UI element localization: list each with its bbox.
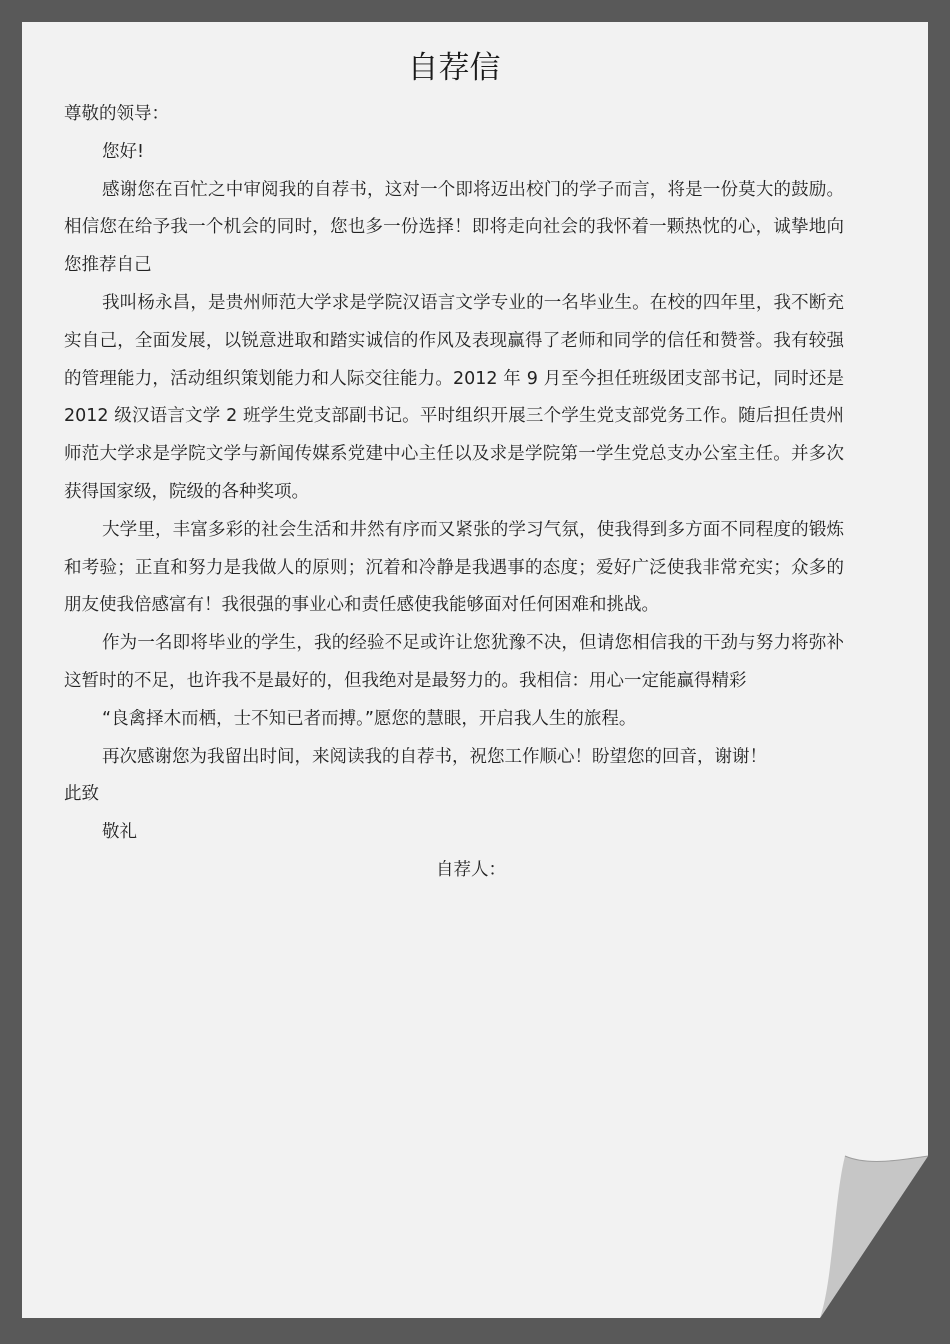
letter-body [64,40,844,890]
salutation: 尊敬的领导： [64,104,169,124]
signature-label: 自荐人： [436,859,506,880]
greeting: 您好! [102,141,145,162]
paragraph-thanks: 再次感谢您为我留出时间，来阅读我的自荐书，祝您工作顺心！盼望您的回音，谢谢！ [102,746,767,767]
regards: 敬礼 [102,822,137,843]
closing: 此致 [64,784,99,805]
letter-title: 自荐信 [407,50,501,86]
paragraph-introduction: 我叫杨永昌，是贵州师范大学求是学院汉语言文学专业的一名毕业生。在校的四年里，我不断充实自己，全面发展，以锐意进取和踏实诚信的作风及表现赢得了老师和同学的信任和赞誉。我有较强的管理能力，活动组织策划能力和人际交往能力。2012 年 9 月至今担任班级团支部书记，同时还是 2012 级汉语言文学 2 班学生党支部副书记。平时组织开展三个学生党支部党务工作。随后担任贵州师范大学求是学院文学与新闻传媒系党建中心主任以及求是学院第一学生党总支办公室主任。并多次获得国家级，院级的各种奖项。 [64,292,844,502]
paragraph-commitment: 作为一名即将毕业的学生，我的经验不足或许让您犹豫不决，但请您相信我的干劲与努力将弥补这暂时的不足，也许我不是最好的，但我绝对是最努力的。我相信：用心一定能赢得精彩 [64,633,844,691]
paragraph-university-life: 大学里，丰富多彩的社会生活和井然有序而又紧张的学习气氛，使我得到多方面不同程度的锻炼和考验；正直和努力是我做人的原则；沉着和冷静是我遇事的态度；爱好广泛使我非常充实；众多的朋友使我倍感富有！我很强的事业心和责任感使我能够面对任何困难和挑战。 [64,519,844,616]
paragraph-quote: “良禽择木而栖，士不知已者而搏。”愿您的慧眼，开启我人生的旅程。 [102,708,637,729]
paragraph-gratitude: 感谢您在百忙之中审阅我的自荐书，这对一个即将迈出校门的学子而言，将是一份莫大的鼓励。相信您在给予我一个机会的同时，您也多一份选择！即将走向社会的我怀着一颗热忱的心，诚挚地向您推荐自己 [64,179,844,276]
